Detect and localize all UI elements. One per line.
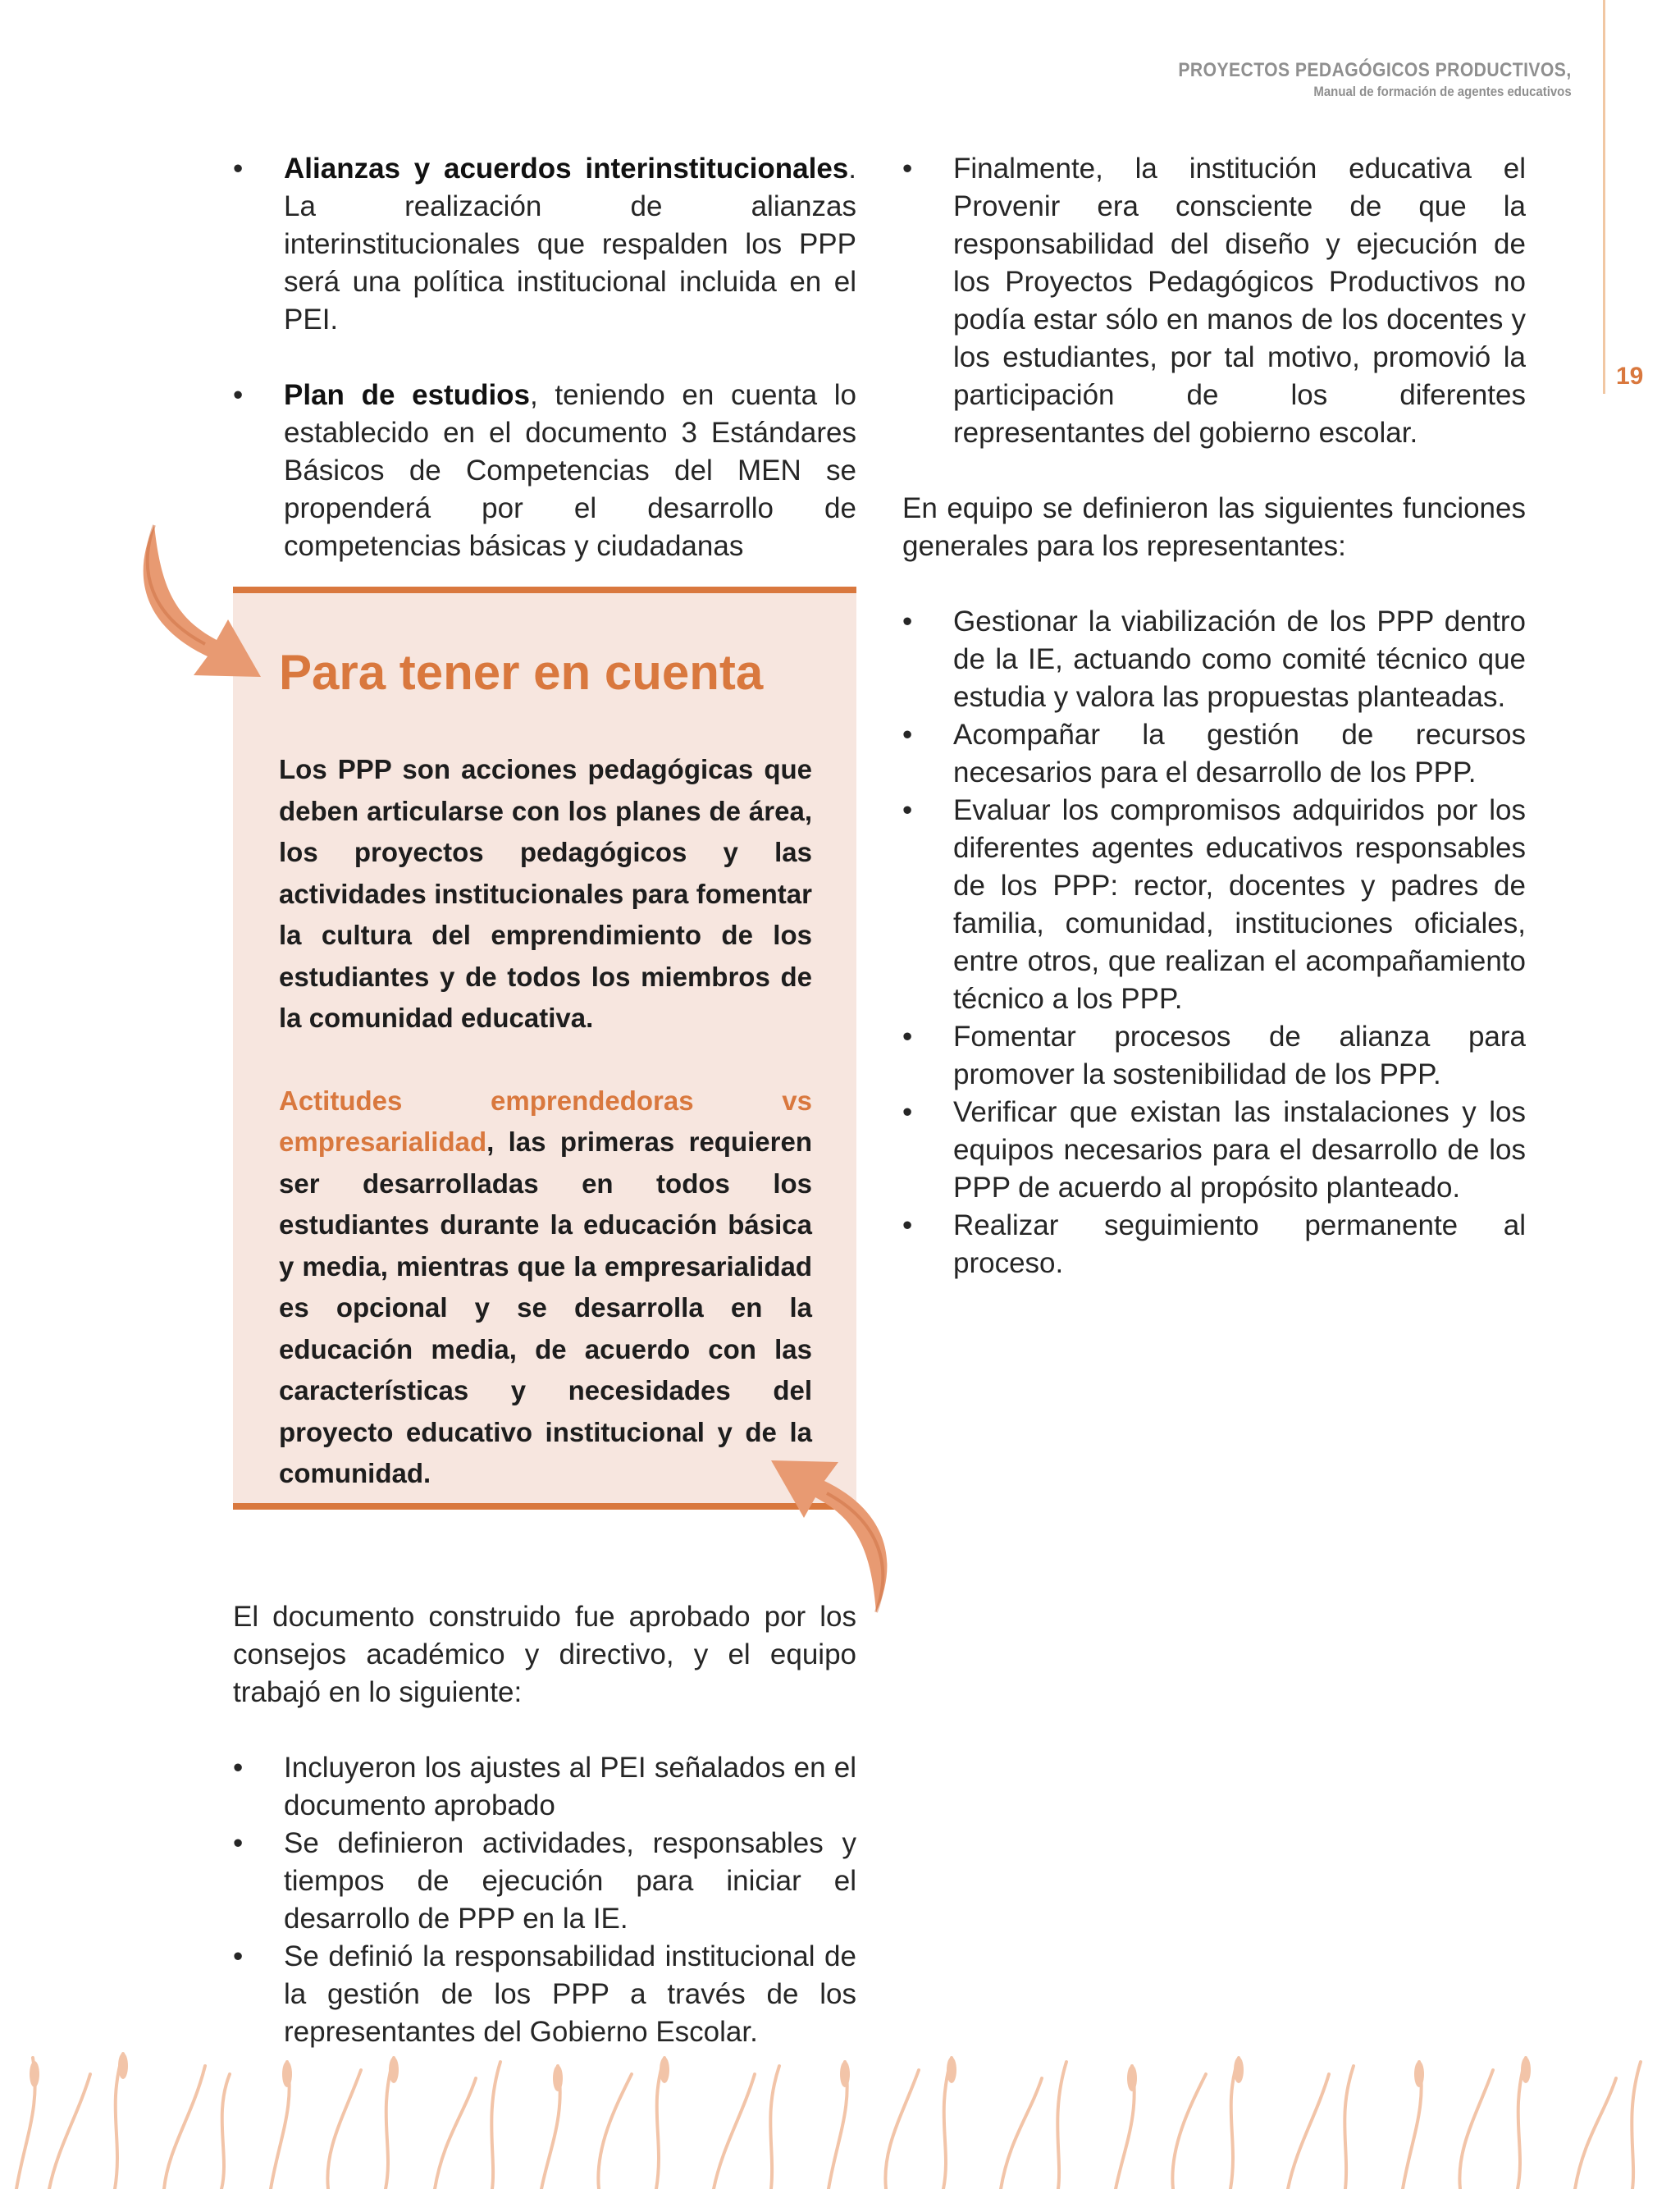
header-title: PROYECTOS PEDAGÓGICOS PRODUCTIVOS, [1178, 59, 1572, 81]
running-header [1125, 59, 1572, 101]
item-text: Verificar que existan las instalaciones y los equipos necesarios para el desarrollo de los PPP de acuerdo al propósito planteado. [953, 1096, 1526, 1204]
callout-title: Para tener en cuenta [279, 645, 764, 700]
item-text: Acompañar la gestión de recursos necesarios para el desarrollo de los PPP. [953, 719, 1526, 788]
bullet: • [233, 1940, 244, 1972]
list-item [233, 1749, 856, 1825]
item-heading: Alianzas y acuerdos interinstitucionales [284, 153, 849, 185]
callout-paragraph [279, 1081, 812, 1495]
bullet: • [902, 606, 913, 638]
callout-text: , las primeras requieren ser desarrolladas en todos los estudiantes durante la educación básica y media, mientras que la empresarialidad es opcional y se desarrolla en la educación media, de acuerdo con las características y necesidades del proyecto educativo institucional y de la comunidad. [279, 1126, 812, 1488]
left-column-bottom [233, 1598, 856, 2051]
item-text: Gestionar la viabilización de los PPP dentro de la IE, actuando como comité técnico que estudia y valora las propuestas planteadas. [953, 606, 1526, 713]
bullet: • [233, 379, 244, 411]
callout-paragraph: Los PPP son acciones pedagógicas que deben articularse con los planes de área, los proyectos pedagógicos y las actividades institucionales para fomentar la cultura del emprendimiento de los estudiantes y de todos los miembros de la comunidad educativa. [279, 754, 812, 1033]
list-item [902, 603, 1526, 716]
bullet: • [902, 1209, 913, 1241]
grass-decoration [0, 2041, 1680, 2189]
list-item [902, 792, 1526, 1018]
paragraph: El documento construido fue aprobado por los consejos académico y directivo, y el equipo trabajó en lo siguiente: [233, 1601, 856, 1708]
margin-rule [1603, 0, 1605, 394]
list-item [233, 377, 856, 565]
callout-accent-text: Actitudes emprendedoras vs empresarialidad [279, 1085, 812, 1157]
item-text: , teniendo en cuenta lo establecido en el documento 3 Estándares Básicos de Competencias del MEN se propenderá por el desarrollo de competencias básicas y ciudadanas [284, 379, 857, 562]
list-item [902, 1018, 1526, 1094]
item-text: Se definió la responsabilidad institucional de la gestión de los PPP a través de los representantes del Gobierno Escolar. [284, 1940, 856, 2048]
bullet: • [902, 153, 913, 185]
item-text: Finalmente, la institución educativa el Provenir era consciente de que la responsabilidad del diseño y ejecución de los Proyectos Pedagógicos Productivos no podía estar sólo en manos de los docentes y los estudiantes, por tal motivo, promovió la participación de los diferentes representantes del gobierno escolar. [953, 153, 1526, 449]
right-column [902, 150, 1526, 1282]
list-item [233, 1938, 856, 2051]
list-item [902, 1094, 1526, 1207]
bullet: • [233, 153, 244, 185]
callout-body [279, 749, 812, 1495]
callout-box [233, 587, 856, 1510]
left-bullet-list-bottom [233, 1749, 856, 2051]
right-intro-list [902, 150, 1526, 452]
page-number: 19 [1616, 363, 1644, 390]
item-text: Incluyeron los ajustes al PEI señalados en el documento aprobado [284, 1752, 856, 1821]
item-text: . La realización de alianzas interinstitucionales que respalden los PPP será una política institucional incluida en el PEI. [284, 153, 856, 336]
header-subtitle: Manual de formación de agentes educativos [1313, 83, 1572, 99]
list-item [902, 150, 1526, 452]
left-column-top [233, 150, 856, 565]
bullet: • [233, 1827, 244, 1859]
bullet: • [233, 1752, 244, 1784]
list-item [233, 1825, 856, 1938]
left-bullet-list [233, 150, 856, 565]
curved-arrow-icon [130, 521, 269, 693]
curved-arrow-icon [763, 1444, 902, 1616]
bullet: • [902, 1021, 913, 1053]
list-item [902, 1207, 1526, 1282]
list-item [233, 150, 856, 339]
item-text: Evaluar los compromisos adquiridos por los diferentes agentes educativos responsables de los PPP: rector, docentes y padres de familia, comunidad, instituciones oficiales, entre otros, que realizan el acompañamiento técnico a los PPP. [953, 794, 1526, 1015]
bullet: • [902, 794, 913, 826]
paragraph: En equipo se definieron las siguientes funciones generales para los representantes: [902, 492, 1526, 562]
bullet: • [902, 719, 913, 751]
item-text: Fomentar procesos de alianza para promover la sostenibilidad de los PPP. [953, 1021, 1526, 1090]
item-heading: Plan de estudios [284, 379, 531, 411]
list-item [902, 716, 1526, 792]
bullet: • [902, 1096, 913, 1128]
item-text: Realizar seguimiento permanente al proceso. [953, 1209, 1526, 1279]
right-bullet-list [902, 603, 1526, 1282]
item-text: Se definieron actividades, responsables y tiempos de ejecución para iniciar el desarrollo de PPP en la IE. [284, 1827, 856, 1935]
